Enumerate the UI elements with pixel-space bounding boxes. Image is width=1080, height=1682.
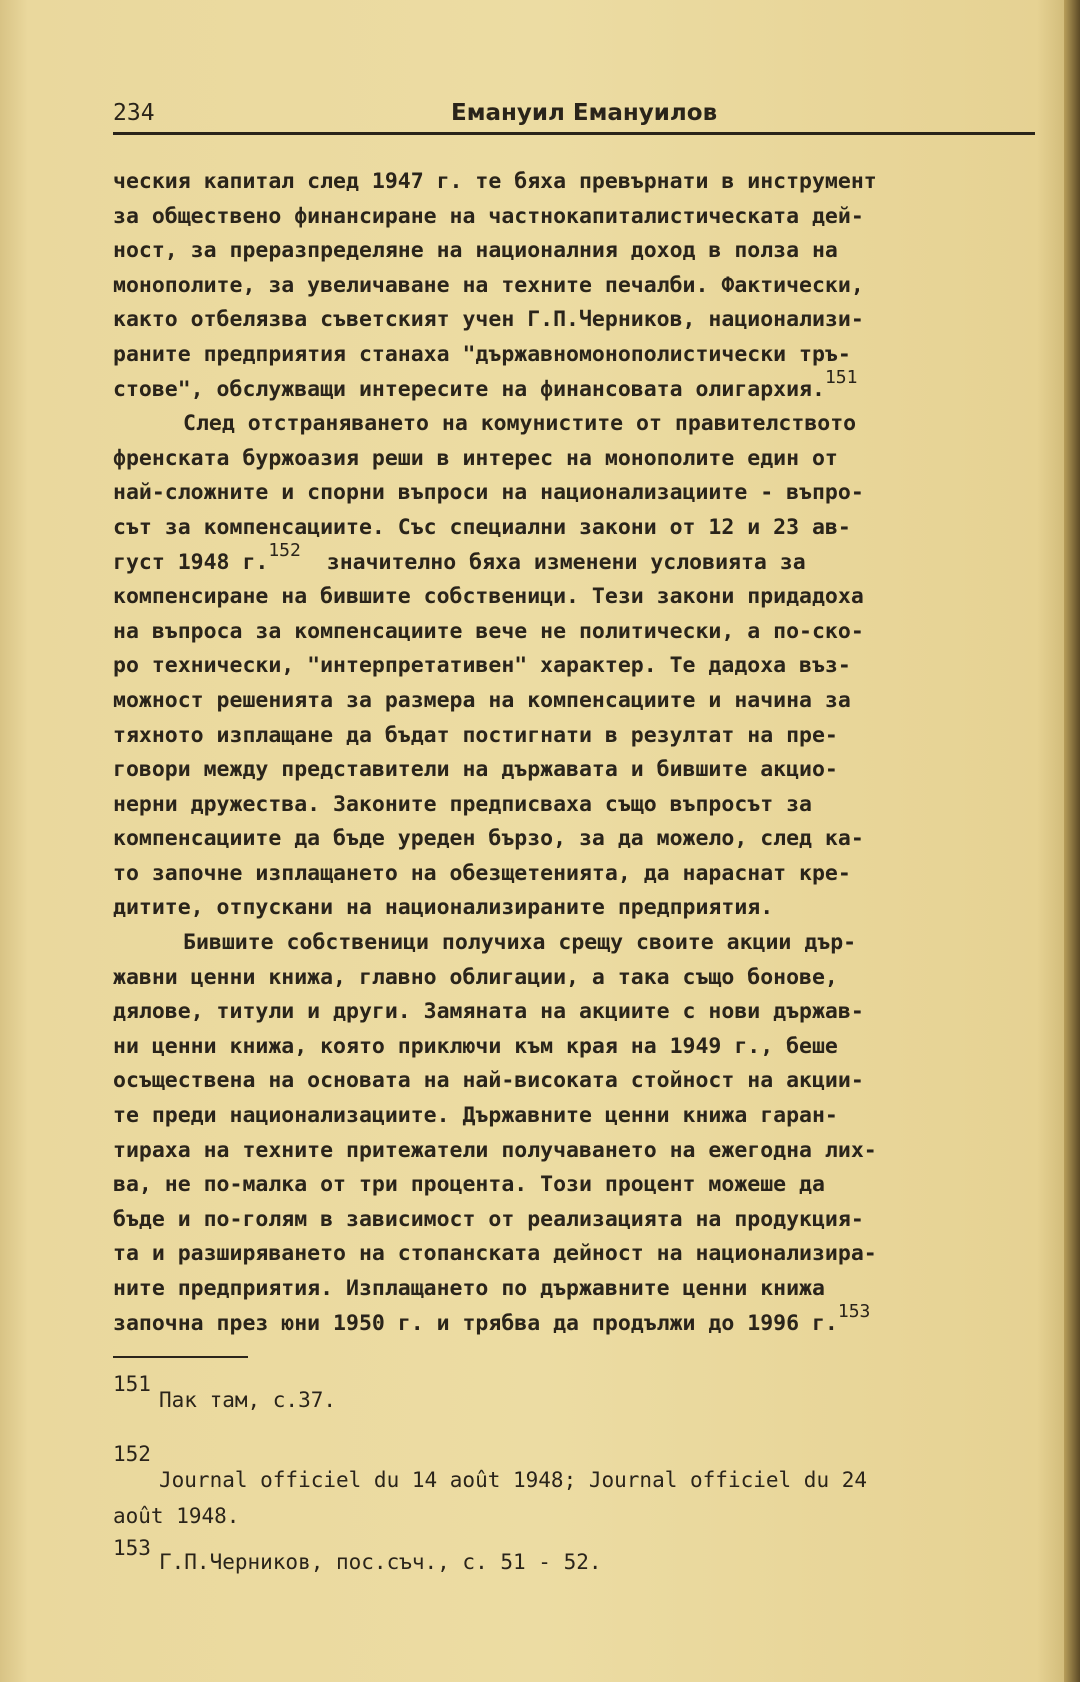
footnote-151 bbox=[113, 1372, 1033, 1434]
text-line bbox=[113, 367, 1053, 408]
text-line: за обществено финансиране на частнокапиталистическата дей- bbox=[113, 203, 864, 229]
text-line: на въпроса за компенсациите вече не политически, а по-ско- bbox=[113, 618, 864, 644]
text-line-content: густ 1948 г. bbox=[113, 549, 269, 575]
footnote-separator bbox=[113, 1356, 248, 1358]
text-line: та и разширяването на стопанската дейност на национализира- bbox=[113, 1241, 877, 1267]
text-line: Бившите собственици получиха срещу своите акции дър- bbox=[183, 930, 857, 956]
footnote-text: Г.П.Черников, пос.съч., с. 51 - 52. bbox=[159, 1550, 602, 1574]
text-line: ро технически, "интерпретативен" характер. Те дадоха въз- bbox=[113, 653, 851, 679]
text-line: раните предприятия станаха "държавномонополистически тръ- bbox=[113, 341, 851, 367]
text-line: компенсиране на бившите собственици. Тези закони придадоха bbox=[113, 584, 864, 610]
text-line: ни ценни книжа, която приключи към края на 1949 г., беше bbox=[113, 1033, 838, 1059]
text-line: осъществена на основата на най-високата стойност на акции- bbox=[113, 1068, 864, 1094]
footnote-153 bbox=[113, 1536, 1033, 1586]
paragraph-1 bbox=[113, 165, 1053, 407]
text-line-content: започна през юни 1950 г. и трябва да продължи до 1996 г. bbox=[113, 1310, 838, 1336]
footnote-mark: 153 bbox=[113, 1536, 151, 1560]
text-line: най-сложните и спорни въпроси на национализациите - въпро- bbox=[113, 480, 864, 506]
footnote-mark: 152 bbox=[113, 1442, 151, 1466]
footnote-text: Пак там, с.37. bbox=[159, 1388, 337, 1412]
text-line: както отбелязва съветският учен Г.П.Черников, национализи- bbox=[113, 307, 864, 333]
footnote-ref-152[interactable]: 152 bbox=[268, 540, 301, 562]
paragraph-2 bbox=[113, 407, 1053, 926]
footnote-ref-153[interactable]: 153 bbox=[837, 1301, 871, 1323]
text-line: ческия капитал след 1947 г. те бяха превърнати в инструмент bbox=[113, 169, 877, 194]
footnote-mark: 151 bbox=[113, 1372, 151, 1396]
paragraph-3 bbox=[113, 926, 1053, 1341]
text-line-content: значително бяха изменени условията за bbox=[300, 549, 806, 575]
footnote-ref-151[interactable]: 151 bbox=[824, 367, 858, 389]
text-line: говори между представители на държавата и бившите акцио- bbox=[113, 757, 838, 783]
text-line: нерни дружества. Законите предписваха също въпросът за bbox=[113, 791, 812, 817]
text-line: те преди национализациите. Държавните ценни книжа гаран- bbox=[113, 1103, 838, 1129]
text-line: дитите, отпускани на национализираните предприятия. bbox=[113, 895, 774, 921]
text-line bbox=[113, 540, 1053, 581]
text-line: компенсациите да бъде уреден бързо, за да можело, след ка- bbox=[113, 826, 864, 852]
text-line-content: стове", обслужващи интересите на финансовата олигархия. bbox=[113, 376, 825, 402]
text-line: ност, за преразпределяне на националния доход в полза на bbox=[113, 238, 838, 264]
text-line: тяхното изплащане да бъдат постигнати в резултат на пре- bbox=[113, 722, 838, 748]
text-line bbox=[113, 1301, 1053, 1342]
page-header bbox=[113, 100, 1035, 135]
text-line: ва, не по-малка от три процента. Този процент можеше да bbox=[113, 1172, 825, 1198]
footnotes bbox=[113, 1372, 1033, 1586]
text-line: ните предприятия. Изплащането по държавните ценни книжа bbox=[113, 1276, 825, 1301]
page-number: 234 bbox=[113, 100, 155, 126]
footnote-text: Journal officiel du 14 août 1948; Journal officiel du 24 bbox=[159, 1468, 868, 1492]
main-text bbox=[113, 165, 1053, 1341]
text-line: то започне изплащането на обезщетенията, да нараснат кре- bbox=[113, 860, 851, 886]
text-line: бъде и по-голям в зависимост от реализацията на продукция- bbox=[113, 1206, 864, 1232]
text-line: френската буржоазия реши в интерес на монополите един от bbox=[113, 445, 838, 471]
text-line: можност решенията за размера на компенсациите и начина за bbox=[113, 687, 851, 713]
running-title: Емануил Емануилов bbox=[451, 100, 718, 126]
footnote-152 bbox=[113, 1434, 1033, 1536]
footnote-text-cont: août 1948. bbox=[113, 1504, 240, 1528]
text-line: монополите, за увеличаване на техните печалби. Фактически, bbox=[113, 272, 864, 298]
text-line: тираха на техните притежатели получаването на ежегодна лих- bbox=[113, 1137, 877, 1163]
text-line: жавни ценни книжа, главно облигации, а така също бонове, bbox=[113, 964, 838, 990]
text-line: сът за компенсациите. Със специални закони от 12 и 23 ав- bbox=[113, 514, 851, 540]
text-line: дялове, титули и други. Замяната на акциите с нови държав- bbox=[113, 999, 864, 1025]
text-line: След отстраняването на комунистите от правителството bbox=[183, 411, 857, 437]
page-binding-edge bbox=[1064, 0, 1080, 1682]
